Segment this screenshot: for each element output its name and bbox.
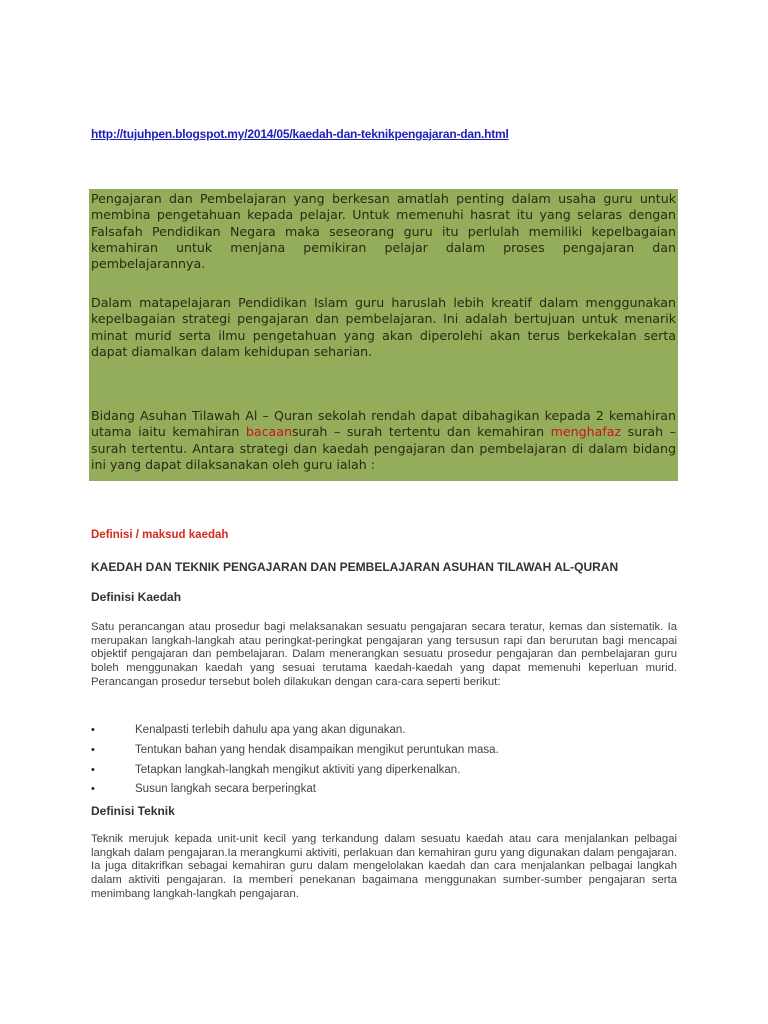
bullet-icon: • (91, 783, 95, 796)
definisi-kaedah-body: Satu perancangan atau prosedur bagi melaksanakan sesuatu pengajaran secara teratur, kemas dan sistematik. Ia merupakan langkah-langkah atau peringkat-peringkat pengajaran yang tersusun rapi dan berurutan bagi mencapai objektif pengajaran dan pembelajaran. Dalam menerangkan sesuatu prosedur pengajaran dan pembelajaran guru boleh menggunakan kaedah yang sesuai terutama kaedah-kaedah yang dapat memenuhi keperluan murid. Perancangan prosedur tersebut boleh dilakukan dengan cara-cara seperti berikut: (91, 621, 677, 688)
intro-paragraph-2: Dalam matapelajaran Pendidikan Islam guru haruslah lebih kreatif dalam menggunakan kepelbagaian strategi pengajaran dan pembelajaran. Ini adalah bertujuan untuk menarik minat murid serta ilmu pengetahuan yang akan diperolehi akan terus berkekalan serta dapat diamalkan dalam kehidupan seharian. (91, 295, 676, 359)
intro-paragraph-3-part-e: surah – surah tertentu. Antara strategi dan kaedah pengajaran dan pembelajaran di dalam bidang ini yang dapat dilaksanakan oleh guru ialah : (91, 424, 676, 472)
main-title: KAEDAH DAN TEKNIK PENGAJARAN DAN PEMBELAJARAN ASUHAN TILAWAH AL-QURAN (91, 560, 619, 574)
highlighted-intro-block (89, 189, 678, 481)
menghafaz-highlight: menghafaz (550, 424, 622, 440)
bullet-icon: • (91, 724, 95, 736)
list-item-text: Kenalpasti terlebih dahulu apa yang akan digunakan. (135, 724, 406, 736)
definisi-teknik-title: Definisi Teknik (91, 804, 175, 818)
list-item-text: Tentukan bahan yang hendak disampaikan mengikut peruntukan masa. (135, 743, 499, 756)
list-item-text: Tetapkan langkah-langkah mengikut aktiviti yang diperkenalkan. (135, 763, 461, 776)
source-url-link[interactable]: http://tujuhpen.blogspot.my/2014/05/kaedah-dan-teknikpengajaran-dan.html (91, 127, 509, 141)
bullet-icon: • (91, 763, 95, 776)
list-item-text: Susun langkah secara berperingkat (135, 783, 316, 796)
intro-paragraph-3-part-a: Bidang Asuhan Tilawah Al – Quran sekolah rendah dapat dibahagikan kepada 2 kemahiran utama iaitu kemahiran (91, 408, 676, 440)
bullet-icon: • (91, 743, 95, 756)
bacaan-highlight: bacaan (245, 424, 292, 440)
definisi-teknik-body: Teknik merujuk kepada unit-unit kecil yang terkandung dalam sesuatu kaedah atau cara menjalankan pelbagai langkah dalam pengajaran.Ia merangkumi aktiviti, perlakuan dan kemahiran guru yang digunakan dalam pengajaran. Ia juga ditakrifkan sebagai kemahiran guru dalam mengelolakan kaedah dan cara menjalankan pelbagai langkah dalam aktiviti pengajaran. Ia memberi penekanan bagaimana menggunakan sumber-sumber pengajaran serta menimbang langkah-langkah pengajaran. (91, 833, 677, 900)
definisi-kaedah-title: Definisi Kaedah (91, 590, 182, 604)
intro-paragraph-3-part-c: surah – surah tertentu dan kemahiran (291, 424, 551, 440)
intro-paragraph-3 (91, 408, 676, 473)
definisi-maksud-heading: Definisi / maksud kaedah (91, 529, 229, 541)
intro-paragraph-1: Pengajaran dan Pembelajaran yang berkesan amatlah penting dalam usaha guru untuk membina pengetahuan kepada pelajar. Untuk memenuhi hasrat itu yang selaras dengan Falsafah Pendidikan Negara maka seseorang guru itu perlulah memiliki kepelbagaian kemahiran untuk menjana pemikiran pelajar dalam proses pengajaran dan pembelajarannya. (91, 191, 676, 272)
